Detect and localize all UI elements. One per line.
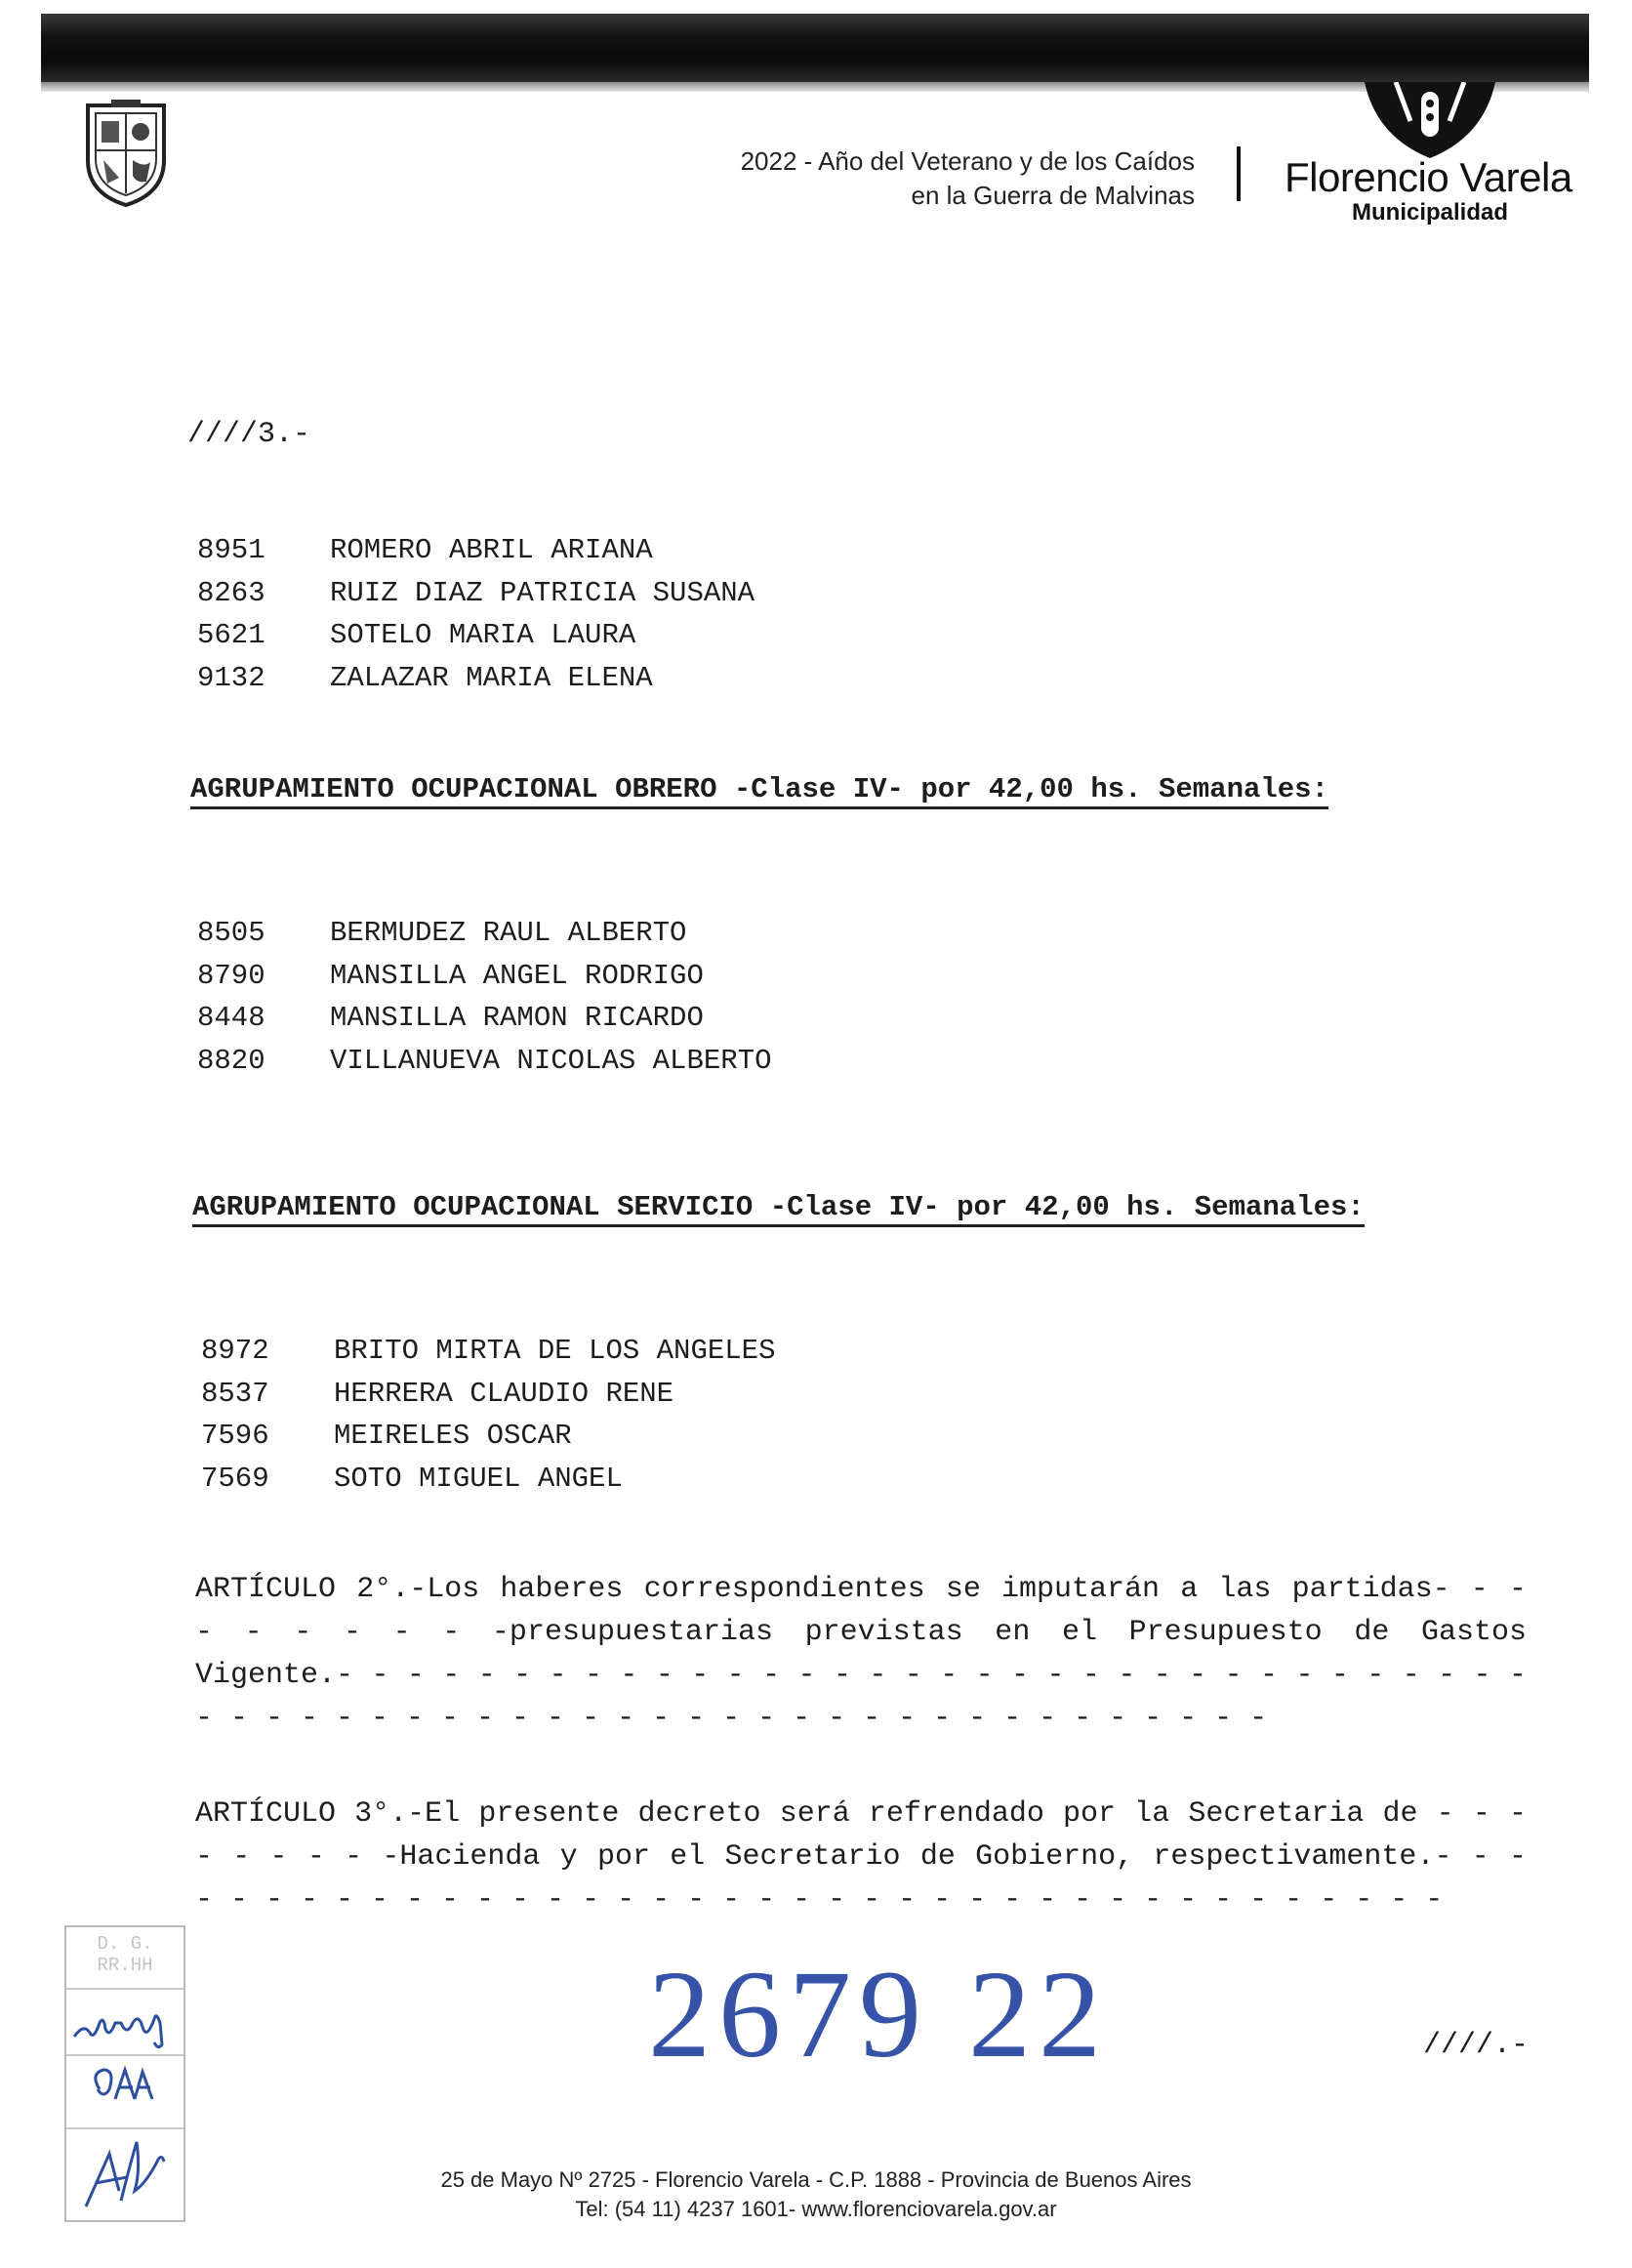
list-item [197, 997, 771, 1040]
article-3: ARTÍCULO 3°.-El presente decreto será refrendado por la Secretaria de - - - - - - - - -Hacienda y por el Secretario de Gobierno, respectivamente.- - - - - - - - - - - - - - - - - - - - - - - - - - - - - - - - - - - - - - - [195, 1797, 1527, 1917]
employee-name: BERMUDEZ RAUL ALBERTO [330, 917, 687, 949]
employee-name: RUIZ DIAZ PATRICIA SUSANA [330, 576, 755, 609]
employee-code: 8790 [197, 959, 265, 992]
institution-subtitle: Municipalidad [1352, 199, 1509, 226]
list-item [197, 1040, 771, 1083]
employee-name: VILLANUEVA NICOLAS ALBERTO [330, 1044, 772, 1077]
list-item [201, 1330, 775, 1373]
employee-code: 8448 [197, 1002, 265, 1034]
list-item [197, 529, 755, 572]
footer-address: 25 de Mayo Nº 2725 - Florencio Varela - C.P. 1888 - Provincia de Buenos Aires [440, 2167, 1192, 2192]
employee-name: ZALAZAR MARIA ELENA [330, 661, 653, 694]
stamp-line-1: D. G. [97, 1933, 153, 1955]
handwritten-initials-icon [70, 1994, 180, 2052]
list-item [201, 1458, 775, 1501]
list-item [197, 912, 771, 955]
institution-name: Florencio Varela [1285, 154, 1572, 200]
list-item [197, 614, 755, 657]
employee-code: 8820 [197, 1044, 265, 1077]
handwritten-initials-icon [86, 2060, 164, 2123]
employee-name: SOTO MIGUEL ANGEL [334, 1462, 623, 1495]
employee-name: BRITO MIRTA DE LOS ANGELES [334, 1335, 776, 1367]
employee-name: MANSILLA ANGEL RODRIGO [330, 959, 704, 992]
employee-list-servicio [201, 1330, 775, 1500]
list-item [197, 572, 755, 615]
scan-top-bar [41, 14, 1589, 82]
page-footer [0, 2165, 1632, 2224]
employee-name: ROMERO ABRIL ARIANA [330, 534, 653, 566]
employee-code: 8505 [197, 917, 265, 949]
employee-code: 8537 [201, 1377, 269, 1410]
list-item [197, 955, 771, 998]
employee-code: 7596 [201, 1420, 269, 1452]
footer-contact: Tel: (54 11) 4237 1601- www.florenciovarela.gov.ar [575, 2197, 1057, 2221]
employee-code: 8263 [197, 576, 265, 609]
decree-number-stamp: 2679 22 [648, 1945, 1109, 2083]
list-item [201, 1373, 775, 1416]
employee-code: 9132 [197, 661, 265, 694]
employee-code: 7569 [201, 1462, 269, 1495]
employee-name: MANSILLA RAMON RICARDO [330, 1002, 704, 1034]
employee-name: MEIRELES OSCAR [334, 1420, 572, 1452]
page-reference: ////3.- [187, 418, 311, 451]
section-heading-obrero: AGRUPAMIENTO OCUPACIONAL OBRERO -Clase IV- por 42,00 hs. Semanales: [190, 773, 1328, 809]
list-item [201, 1415, 775, 1458]
employee-name: HERRERA CLAUDIO RENE [334, 1377, 674, 1410]
employee-list-continued [197, 529, 755, 699]
employee-name: SOTELO MARIA LAURA [330, 619, 636, 651]
municipal-crest-icon [82, 100, 170, 209]
employee-code: 8951 [197, 534, 265, 566]
continuation-mark: ////.- [1423, 2029, 1530, 2062]
stamp-label [66, 1933, 184, 1976]
motto-line-2: en la Guerra de Malvinas [911, 181, 1195, 210]
employee-code: 8972 [201, 1335, 269, 1367]
employee-list-obrero [197, 912, 771, 1082]
motto-line-1: 2022 - Año del Veterano y de los Caídos [740, 146, 1195, 176]
commemorative-motto [741, 144, 1195, 213]
stamp-line-2: RR.HH [97, 1955, 153, 1976]
list-item [197, 657, 755, 700]
header-divider [1237, 146, 1241, 201]
employee-code: 5621 [197, 619, 265, 651]
article-2: ARTÍCULO 2°.-Los haberes correspondientes se imputarán a las partidas- - - - - - - - - -presupuestarias previstas en el Presupuesto de Gastos Vigente.- - - - - - - - - - - - - - - - - - - - - - - - - - - - - - - - - - - - - - - - - - - - - - - - - - - - - - - - - - - - - - - - - [195, 1573, 1527, 1735]
section-heading-servicio: AGRUPAMIENTO OCUPACIONAL SERVICIO -Clase IV- por 42,00 hs. Semanales: [192, 1191, 1365, 1227]
